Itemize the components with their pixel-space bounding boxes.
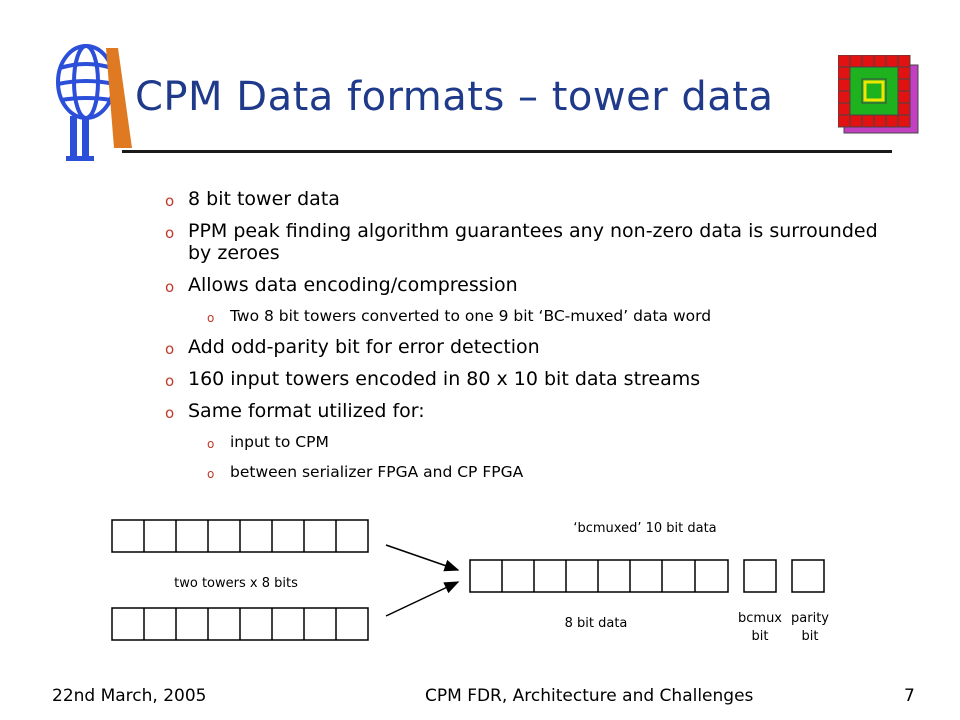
bcmux-bit-label: bit bbox=[751, 629, 769, 644]
bullet-marker: o bbox=[165, 192, 175, 210]
bullet-marker: o bbox=[165, 372, 175, 390]
bcmuxed-label: ‘bcmuxed’ 10 bit data bbox=[573, 521, 717, 536]
parity-bit-label: bit bbox=[801, 629, 819, 644]
bullet-marker: o bbox=[165, 404, 175, 422]
footer-date: 22nd March, 2005 bbox=[52, 686, 207, 706]
bullet-marker: o bbox=[207, 437, 215, 451]
footer-title: CPM FDR, Architecture and Challenges bbox=[425, 686, 754, 706]
bullet-text: Allows data encoding/compression bbox=[188, 274, 518, 296]
bullet-marker: o bbox=[165, 340, 175, 358]
towers-label: two towers x 8 bits bbox=[174, 576, 298, 591]
bullet-text: 160 input towers encoded in 80 x 10 bit data streams bbox=[188, 368, 701, 390]
bullet-marker: o bbox=[207, 311, 215, 325]
parity-bit-cell bbox=[792, 560, 824, 592]
bcmux-label: bcmux bbox=[738, 611, 782, 626]
bullet-marker: o bbox=[207, 467, 215, 481]
tower-b-register bbox=[112, 608, 368, 640]
sub-bullet-text: Two 8 bit towers converted to one 9 bit ‘BC-muxed’ data word bbox=[230, 307, 712, 325]
data-register bbox=[470, 560, 728, 592]
bullet-marker: o bbox=[165, 278, 175, 296]
sub-bullet-text: input to CPM bbox=[230, 433, 329, 451]
tower-a-register bbox=[112, 520, 368, 552]
parity-label: parity bbox=[791, 611, 829, 626]
bullet-text: PPM peak finding algorithm guarantees any non-zero data is surrounded by zeroes bbox=[188, 220, 878, 264]
bcmux-bit-cell bbox=[744, 560, 776, 592]
data-bits-label: 8 bit data bbox=[564, 616, 628, 631]
bullet-text: Same format utilized for: bbox=[188, 400, 425, 422]
arrow-bottom bbox=[386, 582, 458, 616]
page-number: 7 bbox=[904, 686, 915, 706]
bullet-text: 8 bit tower data bbox=[188, 188, 340, 210]
sub-bullet-text: between serializer FPGA and CP FPGA bbox=[230, 463, 524, 481]
bullet-marker: o bbox=[165, 224, 175, 242]
bullet-text: Add odd-parity bit for error detection bbox=[188, 336, 540, 358]
arrow-top bbox=[386, 545, 458, 570]
slide-title: CPM Data formats – tower data bbox=[135, 74, 774, 120]
